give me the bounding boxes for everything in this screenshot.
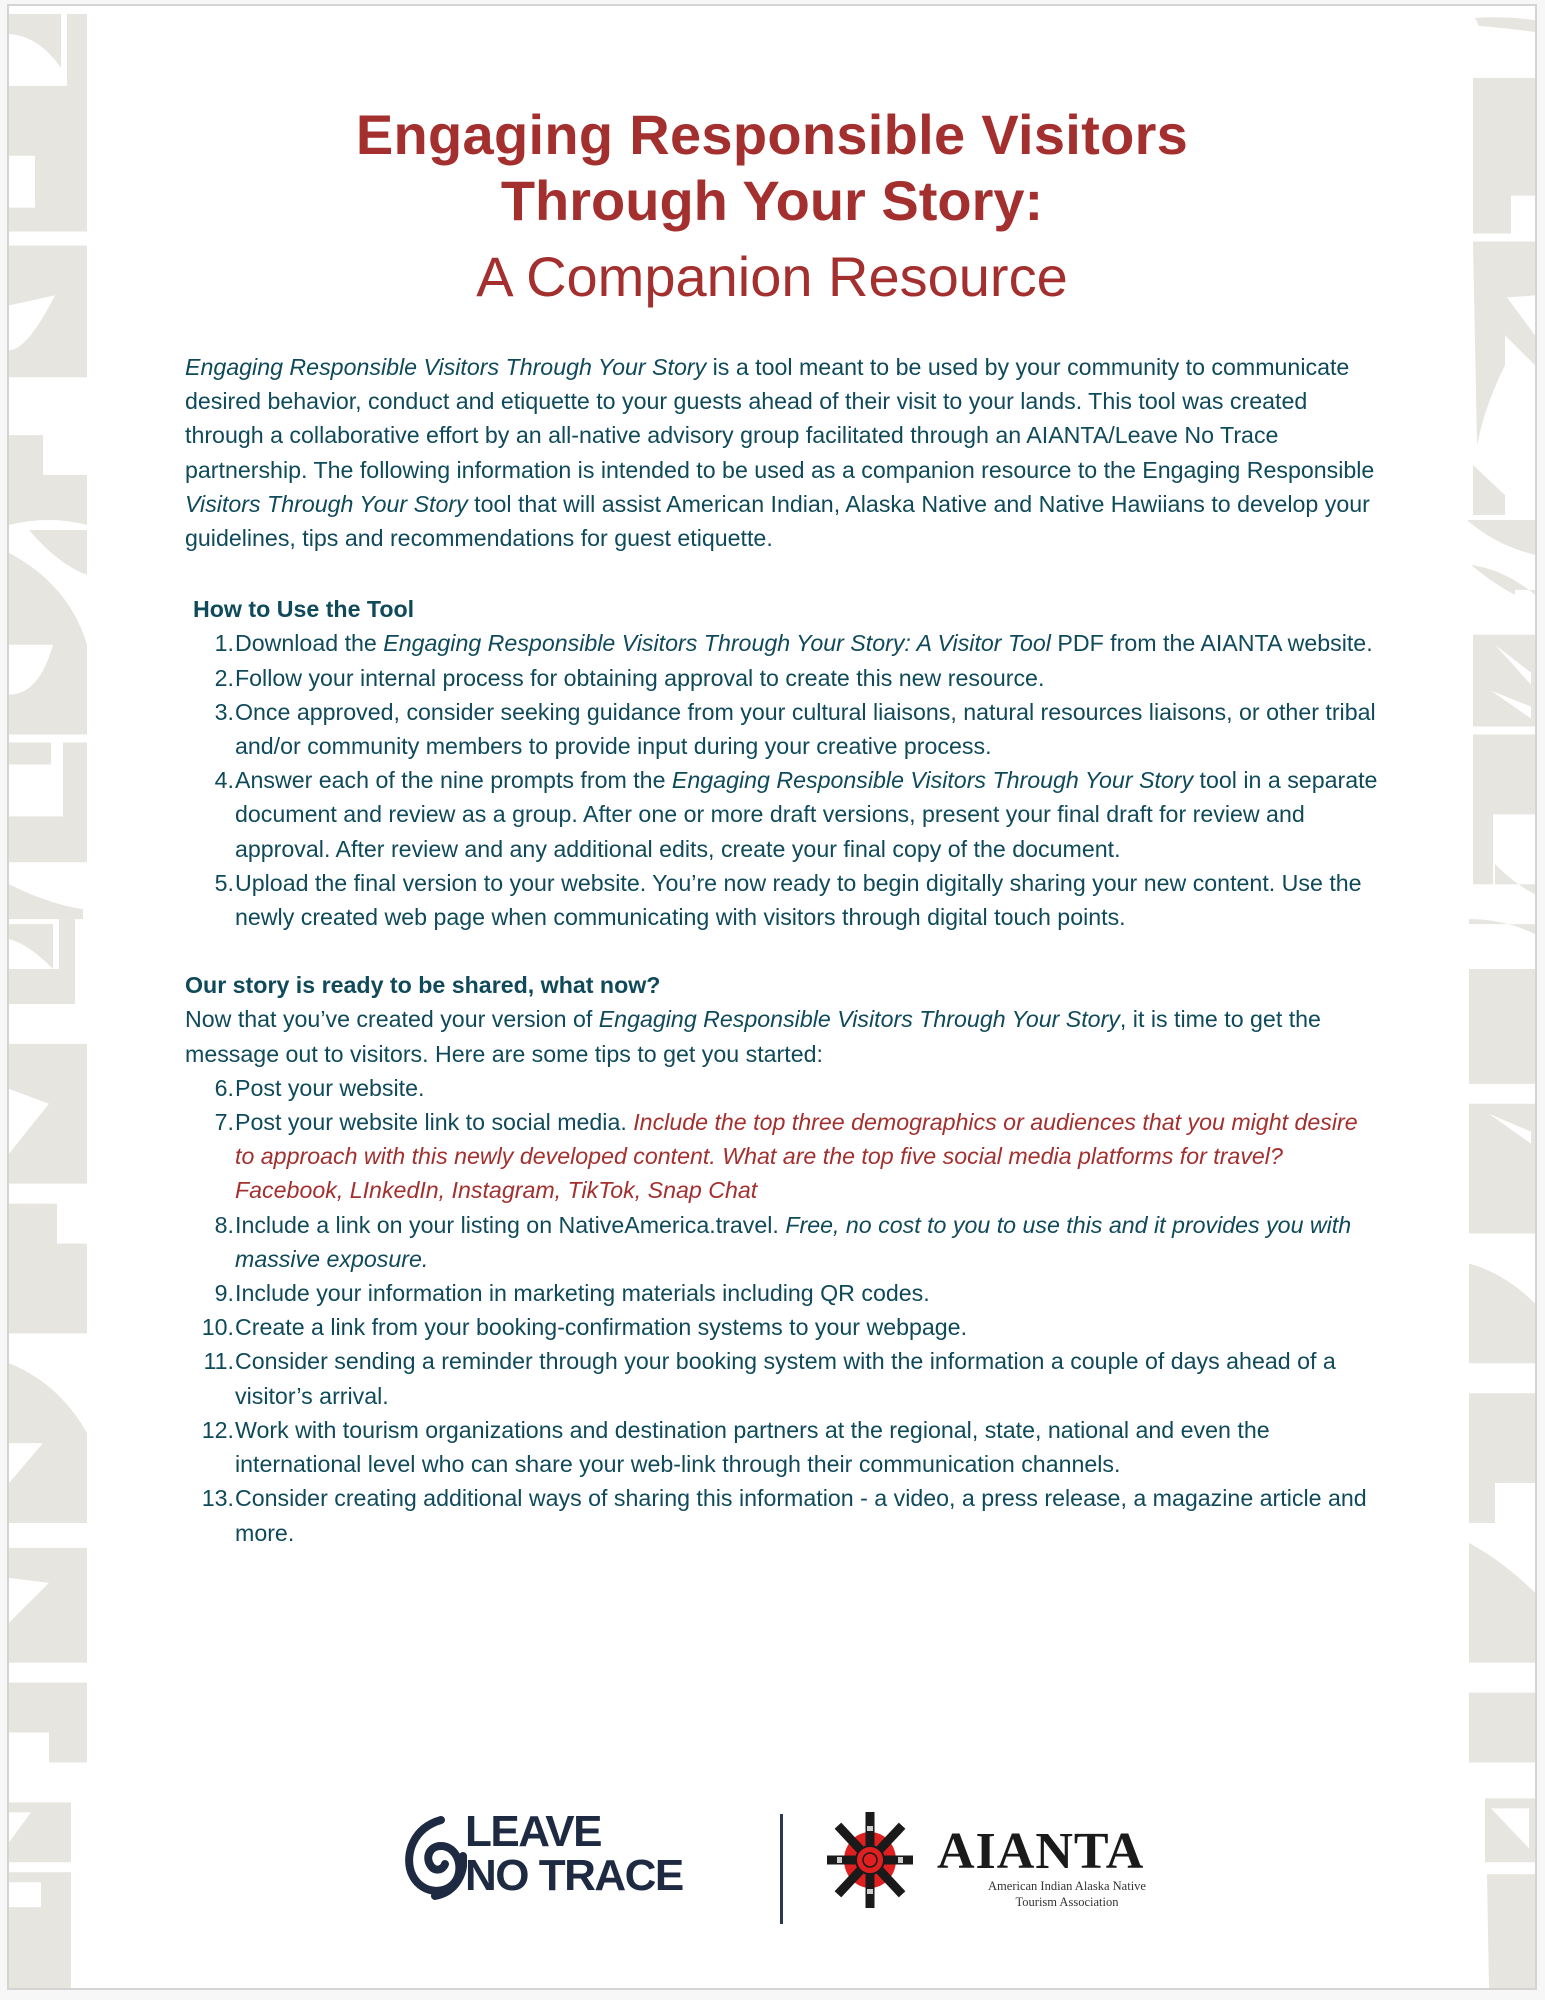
list-note-red: Include the top three demographics or audiences that you might desire to approach with this newly developed content. What are the top five social media platforms for travel? Facebook, LInkedIn, Instagram, TikTok, Snap Chat [235, 1109, 1358, 1204]
list-number: 3. [214, 698, 234, 725]
list-text: Upload the final version to your website. You’re now ready to begin digitally sharing your new content. Use the newly created web page when communicating with visitors through digital touch points. [235, 869, 1362, 931]
list-item [185, 661, 1380, 695]
list-number: 12. [201, 1416, 234, 1443]
list-text: Consider creating additional ways of sharing this information - a video, a press release, a magazine article and more. [235, 1485, 1367, 1546]
intro-text-1: is a tool meant to be used by your community to communicate desired behavior, conduct and etiquette to your guests ahead of their visit to your lands. This tool was created through a collaborative effort by an all-native advisory group facilitated through an AIANTA/Leave No Trace partnership. The following information is intended to be used as a companion resource to the Engaging Responsible [185, 354, 1375, 483]
list-text: Post your website. [235, 1074, 425, 1101]
list-number: 10. [201, 1314, 234, 1341]
share-intro [185, 1002, 1380, 1070]
list-number: 9. [214, 1280, 234, 1307]
list-number: 8. [214, 1211, 234, 1238]
document-body [185, 350, 1380, 1550]
list-text: Include your information in marketing materials including QR codes. [235, 1280, 930, 1307]
intro-italic-title-2: Visitors Through Your Story [185, 490, 468, 517]
logo-divider [780, 1814, 783, 1924]
list-item [185, 626, 1380, 660]
list-number: 13. [201, 1485, 234, 1512]
share-heading: Our story is ready to be shared, what now? [185, 972, 661, 999]
share-intro-text-2: , it is time to get the message out to visitors. Here are some tips to get you started: [185, 1006, 1321, 1067]
aianta-wheel-icon [827, 1812, 913, 1908]
list-item [185, 1276, 1380, 1310]
list-text: Answer each of the nine prompts from the [235, 767, 672, 794]
list-item [185, 1481, 1380, 1549]
how-to-list [185, 626, 1380, 934]
leave-no-trace-logo-text [465, 1807, 683, 1900]
title-line-1: Engaging Responsible Visitors [355, 103, 1189, 166]
list-number: 6. [214, 1074, 234, 1101]
intro-text-2: tool that will assist American Indian, Alaska Native and Native Hawiians to develop your guidelines, tips and recommendations for guest etiquette. [185, 490, 1370, 552]
list-text: Post your website link to social media. [235, 1109, 634, 1136]
list-text: tool in a separate document and review as a group. After one or more draft versions, present your final draft for review and approval. After review and any additional edits, create your final copy of the document. [235, 767, 1378, 862]
intro-paragraph [185, 350, 1380, 555]
list-item [185, 1344, 1380, 1412]
list-number: 4. [214, 767, 234, 794]
list-number: 1. [214, 630, 234, 657]
list-text: Consider sending a reminder through your booking system with the information a couple of days ahead of a visitor’s arrival. [235, 1348, 1336, 1409]
list-number: 2. [214, 664, 234, 691]
list-text: Download the [235, 630, 384, 657]
list-number: 11. [203, 1348, 234, 1375]
list-number: 5. [214, 869, 234, 896]
lnt-line-1: LEAVE [465, 1807, 601, 1856]
aianta-logo-subtitle [947, 1878, 1187, 1910]
list-text: Include a link on your listing on NativeAmerica.travel. [235, 1211, 786, 1238]
aianta-logo-text: AIANTA [937, 1823, 1145, 1880]
list-number: 7. [214, 1109, 234, 1136]
aianta-sub-line-2: Tourism Association [1015, 1895, 1119, 1909]
lnt-line-2: NO TRACE [465, 1851, 683, 1900]
partner-logos [9, 1796, 1535, 1926]
list-text: Work with tourism organizations and destination partners at the regional, state, national and even the international level who can share your web-link through their communication channels. [235, 1416, 1270, 1478]
list-text: Once approved, consider seeking guidance from your cultural liaisons, natural resources liaisons, or other tribal and/or community members to provide input during your creative process. [235, 698, 1376, 760]
title-subtitle: A Companion Resource [476, 245, 1068, 308]
leave-no-trace-spiral-icon [401, 1814, 467, 1900]
list-item [185, 1310, 1380, 1344]
list-item [185, 695, 1380, 763]
list-item [185, 866, 1380, 934]
list-italic: Free, no cost to you to use this and it provides you with massive exposure. [235, 1211, 1352, 1272]
list-item [185, 1071, 1380, 1105]
list-item [185, 1413, 1380, 1481]
list-item [185, 1105, 1380, 1208]
list-item [185, 763, 1380, 866]
list-italic: Engaging Responsible Visitors Through Your Story: A Visitor Tool [383, 630, 1051, 657]
document-page [7, 4, 1537, 1990]
how-to-heading: How to Use the Tool [193, 596, 415, 623]
share-intro-text: Now that you’ve created your version of [185, 1006, 599, 1033]
share-list [185, 1071, 1380, 1550]
list-text: PDF from the AIANTA website. [1050, 630, 1373, 657]
share-intro-italic: Engaging Responsible Visitors Through Your Story [598, 1006, 1120, 1033]
list-italic: Engaging Responsible Visitors Through Your Story [671, 767, 1194, 794]
list-text: Create a link from your booking-confirmation systems to your webpage. [235, 1314, 968, 1341]
title-line-2: Through Your Story: [500, 169, 1044, 232]
aianta-sub-line-1: American Indian Alaska Native [988, 1879, 1146, 1893]
list-text: Follow your internal process for obtaining approval to create this new resource. [235, 664, 1045, 691]
list-item [185, 1208, 1380, 1276]
intro-italic-title: Engaging Responsible Visitors Through Your Story [185, 354, 707, 380]
